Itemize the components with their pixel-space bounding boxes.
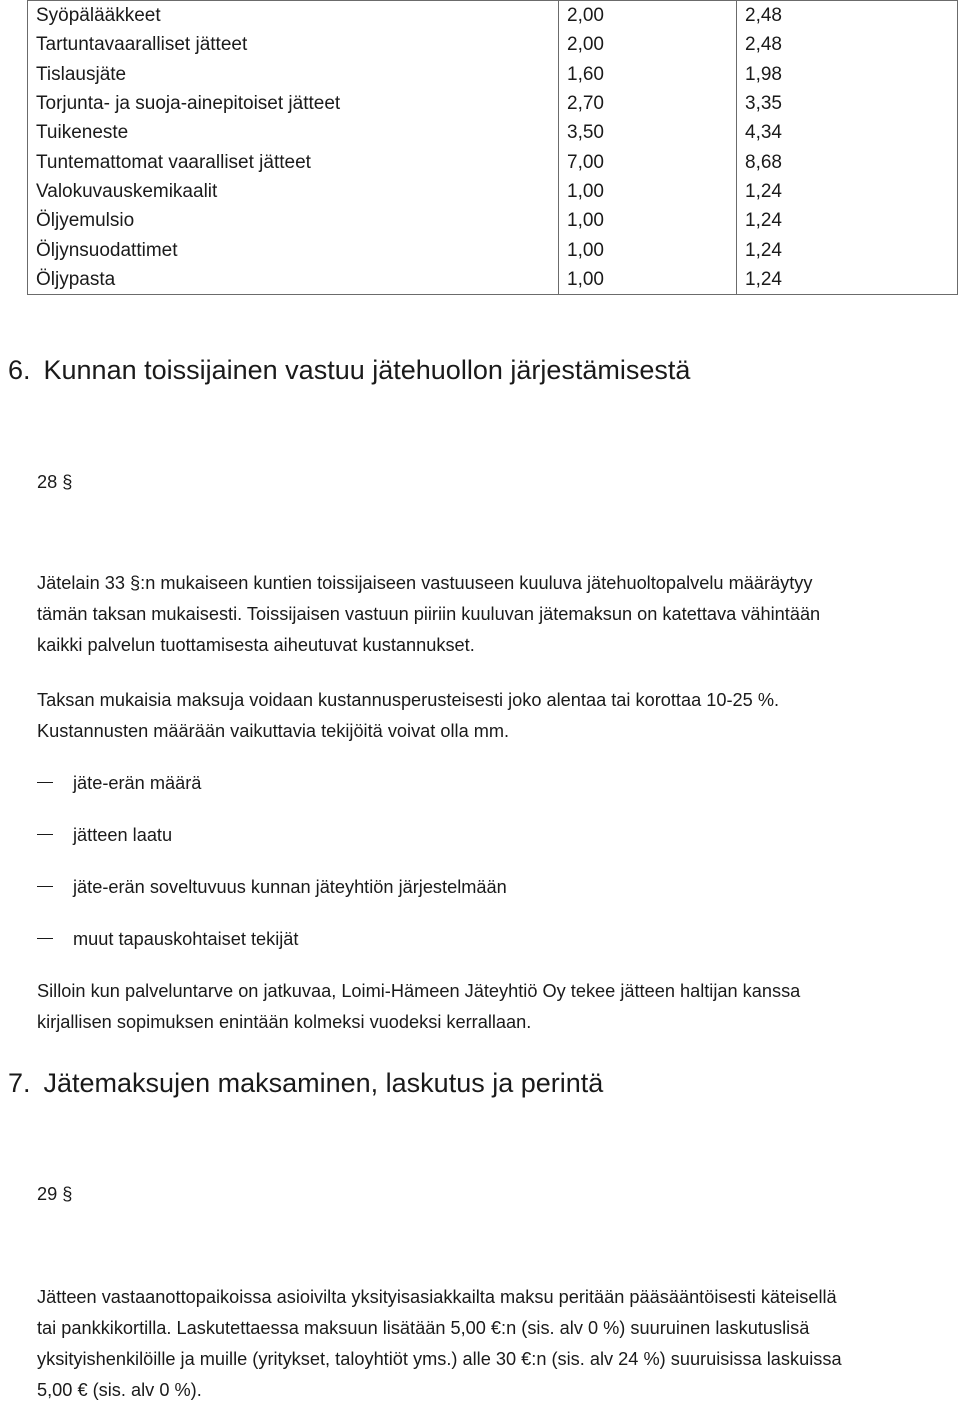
text-line: Silloin kun palveluntarve on jatkuvaa, Loimi-Hämeen Jäteyhtiö Oy tekee jätteen haltijan kanssa — [37, 981, 801, 1001]
table-row — [28, 235, 958, 264]
price-incl-vat-cell: 8,68 — [737, 147, 958, 176]
waste-type-cell: Tuntemattomat vaaralliset jätteet — [28, 147, 559, 176]
price-incl-vat-cell: 4,34 — [737, 118, 958, 147]
section-7-heading — [8, 1066, 603, 1100]
table-row — [28, 60, 958, 89]
dash-bullet — [37, 834, 53, 835]
dash-bullet — [37, 886, 53, 887]
table-row — [28, 147, 958, 176]
text-line: Jätelain 33 §:n mukaiseen kuntien toissijaiseen vastuuseen kuuluva jätehuoltopalvelu määräytyy — [37, 573, 813, 593]
price-excl-vat-cell: 3,50 — [559, 118, 737, 147]
fee-table — [27, 0, 958, 295]
price-excl-vat-cell: 1,00 — [559, 235, 737, 264]
price-excl-vat-cell: 1,00 — [559, 177, 737, 206]
waste-type-cell: Öljynsuodattimet — [28, 235, 559, 264]
text-line: Kustannusten määrään vaikuttavia tekijöitä voivat olla mm. — [37, 721, 510, 741]
price-excl-vat-cell: 7,00 — [559, 147, 737, 176]
price-excl-vat-cell: 2,00 — [559, 30, 737, 59]
section-7-paragraph-1 — [37, 1282, 942, 1406]
table-row — [28, 1, 958, 31]
price-excl-vat-cell: 2,70 — [559, 89, 737, 118]
price-incl-vat-cell: 1,24 — [737, 265, 958, 295]
price-incl-vat-cell: 1,24 — [737, 235, 958, 264]
waste-type-cell: Tartuntavaaralliset jätteet — [28, 30, 559, 59]
price-excl-vat-cell: 2,00 — [559, 1, 737, 31]
section-number: 6. — [8, 355, 31, 385]
text-line: tai pankkikortilla. Laskutettaessa maksuun lisätään 5,00 €:n (sis. alv 0 %) suuruinen laskutuslisä — [37, 1318, 810, 1338]
dash-bullet — [37, 938, 53, 939]
text-line: Jätteen vastaanottopaikoissa asioivilta yksityisasiakkailta maksu peritään pääsääntöisesti käteisellä — [37, 1287, 837, 1307]
waste-type-cell: Öljypasta — [28, 265, 559, 295]
price-incl-vat-cell: 2,48 — [737, 30, 958, 59]
price-incl-vat-cell: 1,98 — [737, 60, 958, 89]
table-row — [28, 265, 958, 295]
price-incl-vat-cell: 1,24 — [737, 206, 958, 235]
text-line: tämän taksan mukaisesti. Toissijaisen vastuun piiriin kuuluvan jätemaksun on katettava vähintään — [37, 604, 821, 624]
paragraph-ref-28: 28 § — [37, 472, 73, 492]
fee-table-body — [28, 1, 958, 295]
price-incl-vat-cell: 3,35 — [737, 89, 958, 118]
text-line: kaikki palvelun tuottamisesta aiheutuvat kustannukset. — [37, 635, 475, 655]
table-row — [28, 118, 958, 147]
paragraph-ref-29: 29 § — [37, 1184, 73, 1204]
table-row — [28, 177, 958, 206]
waste-type-cell: Torjunta- ja suoja-ainepitoiset jätteet — [28, 89, 559, 118]
price-incl-vat-cell: 1,24 — [737, 177, 958, 206]
price-incl-vat-cell: 2,48 — [737, 1, 958, 31]
table-row — [28, 30, 958, 59]
waste-type-cell: Öljyemulsio — [28, 206, 559, 235]
section-title: Jätemaksujen maksaminen, laskutus ja perintä — [43, 1068, 604, 1098]
table-row — [28, 89, 958, 118]
waste-type-cell: Valokuvauskemikaalit — [28, 177, 559, 206]
price-excl-vat-cell: 1,00 — [559, 206, 737, 235]
text-line: yksityishenkilöille ja muille (yritykset, taloyhtiöt yms.) alle 30 €:n (sis. alv 24 %) suuruisissa laskuissa — [37, 1349, 842, 1369]
waste-type-cell: Tislausjäte — [28, 60, 559, 89]
list-item-text: jäte-erän määrä — [73, 773, 202, 793]
list-item-text: jäte-erän soveltuvuus kunnan jäteyhtiön järjestelmään — [73, 877, 507, 897]
table-row — [28, 206, 958, 235]
section-6-heading — [8, 353, 690, 387]
dash-bullet — [37, 782, 53, 783]
waste-type-cell: Syöpälääkkeet — [28, 1, 559, 31]
list-item-text: jätteen laatu — [73, 825, 173, 845]
section-number: 7. — [8, 1068, 31, 1098]
section-6-paragraph-1 — [37, 568, 942, 661]
list-item-text: muut tapauskohtaiset tekijät — [73, 929, 299, 949]
text-line: 5,00 € (sis. alv 0 %). — [37, 1380, 202, 1400]
section-6-paragraph-2 — [37, 685, 942, 747]
section-6-paragraph-3 — [37, 976, 942, 1038]
price-excl-vat-cell: 1,60 — [559, 60, 737, 89]
waste-type-cell: Tuikeneste — [28, 118, 559, 147]
text-line: Taksan mukaisia maksuja voidaan kustannusperusteisesti joko alentaa tai korottaa 10-25 %. — [37, 690, 780, 710]
text-line: kirjallisen sopimuksen enintään kolmeksi vuodeksi kerrallaan. — [37, 1012, 532, 1032]
price-excl-vat-cell: 1,00 — [559, 265, 737, 295]
section-title: Kunnan toissijainen vastuu jätehuollon järjestämisestä — [43, 355, 691, 385]
